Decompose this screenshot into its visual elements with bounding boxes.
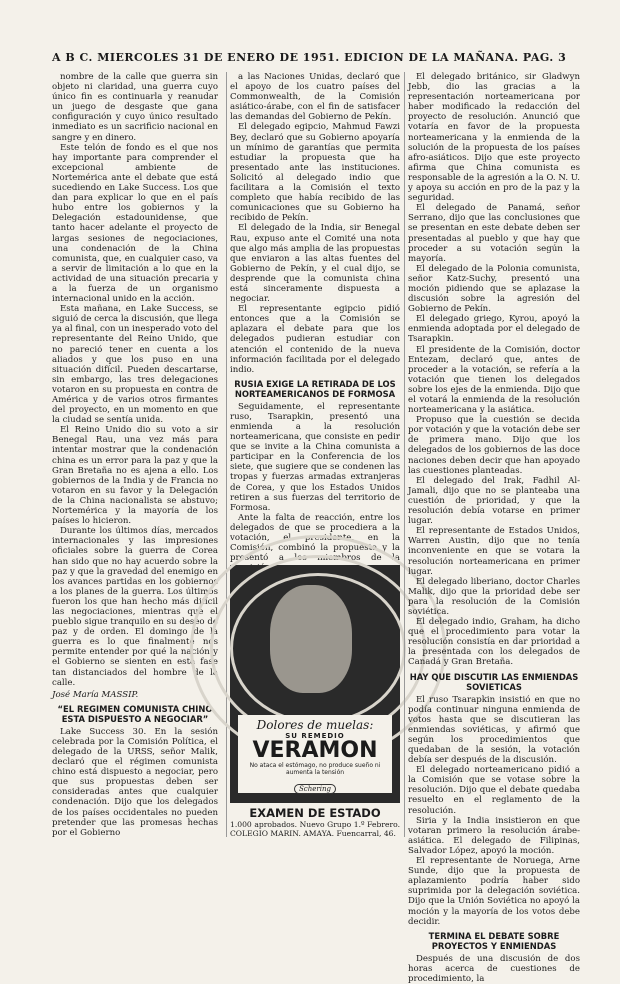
section-heading: HAY QUE DISCUTIR LAS ENMIENDAS SOVIETICAS bbox=[409, 671, 579, 692]
paragraph: El ruso Tsarapkin insistió en que no podía continuar ninguna enmienda de votos hasta que se discutieran las enmiendas soviéticas, y afirmó que según los procedimientos que quedaban de la sesión, la votación debía ser después de la discusión. bbox=[408, 694, 580, 766]
paragraph: El delegado británico, sir Gladwyn Jebb, dio las gracias a la representación norteamericana por haber modificado la redacción del proyecto de resolución. Anunció que votaría en favor de la propuesta norteamericana y la enmienda de la solución de la propuesta de los países afro-asiáticos. Dijo que este proyecto afirma que China comunista es responsable de la agresión a la O. N. U. y apoya su acción en pro de la paz y la seguridad. bbox=[408, 72, 580, 204]
column-rule bbox=[404, 72, 405, 837]
paragraph: El representante de Estados Unidos, Warren Austin, dijo que no tenía inconveniente en que se votara la resolución norteamericana en primer lugar. bbox=[408, 526, 580, 577]
paragraph: El presidente de la Comisión, doctor Entezam, declaró que, antes de proceder a la votación, se refería a la votación que tienen los delegados sobre los ejes de la enmienda. Dijo que el votará la enmienda de la resolución norteamericana y la asiática. bbox=[408, 344, 580, 416]
exam-text: 1.000 aprobados. Nuevo Grupo 1.º Febrero. COLEGIO MARIN. AMAYA. Fuencarral, 46. bbox=[230, 820, 400, 838]
column-3 bbox=[408, 72, 580, 984]
paragraph: Lake Success 30. En la sesión celebrada por la Comisión Política, el delegado de la URSS, señor Malik, declaró que el régimen comunista chino está dispuesto a negociar, pero que sus propuestas deben ser consideradas antes que cualquier condenación. Dijo que los delegados de los países occidentales no pueden pretender que las promesas hechas por el Gobierno bbox=[52, 726, 218, 838]
paragraph: El representante de Noruega, Arne Sunde, dijo que la propuesta de aplazamiento podría haber sido suprimida por la delegación soviética. Dijo que la Unión Soviética no apoyó la moción y la mayoría de los votos debe decidir. bbox=[408, 856, 580, 927]
paragraph: El Reino Unido dio su voto a sir Benegal Rau, una vez más para intentar mostrar que la condenación china es un error para la paz y que la Gran Bretaña no es ajena a ello. Los gobiernos de la India y de Francia no votaron en su favor y la Delegación de la China nacionalista se abstuvo; Nortemérica y la mayoría de los países lo hicieron. bbox=[52, 425, 218, 527]
paragraph: El delegado egipcio, Mahmud Fawzi Bey, declaró que su Gobierno apoyaría un mínimo de garantías que permita estudiar la propuesta que ha presentado ante las instituciones. Solicitó al delegado indio que facilitara a la Comisión el texto completo que había recibido de las comunicaciones que su Gobierno ha recibido de Pekín. bbox=[230, 122, 400, 224]
paragraph: nombre de la calle que guerra sin objeto ni claridad, una guerra cuyo único fin es continuarla y reanudar un juego de desgaste que gana configuración y cuyo único resultado inmediato es un sacrificio nacional en sangre y en dinero. bbox=[52, 72, 218, 143]
section-heading: RUSIA EXIGE LA RETIRADA DE LOS NORTEAMERICANOS DE FORMOSA bbox=[234, 378, 396, 399]
paragraph: Seguidamente, el representante ruso, Tsarapkin, presentó una enmienda a la resolución norteamericana, que consiste en pedir que se invite a la China comunista a participar en la Conferencia de los siete, que sugiere que se condenen las tropas y fuerzas armadas extranjeras de Corea, y que los Estados Unidos retiren a sus fuerzas del territorio de Formosa. bbox=[230, 401, 400, 513]
masthead: A B C. MIERCOLES 31 DE ENERO DE 1951. EDICION DE LA MAÑANA. PAG. 3 bbox=[52, 51, 567, 64]
paragraph: El delegado de Panamá, señor Serrano, dijo que las conclusiones que se presentan en este debate deben ser presentadas al pueblo y que hay que proceder a su votación según la mayoría. bbox=[408, 203, 580, 264]
paragraph: Siria y la India insistieron en que votaran primero la resolución árabe-asiática. El delegado de Filipinas, Salvador López, apoyó la moción. bbox=[408, 815, 580, 856]
paragraph: Después de una discusión de dos horas acerca de cuestiones de procedimiento, la bbox=[408, 953, 580, 984]
author-signature: José María MASSIP. bbox=[52, 689, 139, 700]
ad-banner bbox=[238, 715, 392, 793]
paragraph: Durante los últimos días, mercados internacionales y las impresiones oficiales sobre la guerra de Corea han sido que no hay acuerdo sobre la paz y que la gravedad del enemigo en los avances partidas en los gobiernos a los planes de la guerra. Los últimos fueron los que han hecho más difícil las negociaciones, mientras que el pueblo sigue tranquilo en su deseo de paz y de orden. El domingo de la guerra es lo que finalmente nos permite entender por qué la nación y el Gobierno se sienten en esta fase tan distanciados del hombre de la calle. bbox=[52, 526, 218, 688]
paragraph: El delegado del Irak, Fadhil Al-Jamali, dijo que no se planteaba una cuestión de prioridad, y que la resolución debía votarse en primer lugar. bbox=[408, 475, 580, 527]
ad-subtitle: SU REMEDIO bbox=[285, 732, 345, 740]
veramon-advertisement bbox=[230, 565, 400, 803]
paragraph: Este telón de fondo es el que nos hay importante para comprender el excepcional ambiente de Nortemérica ante el debate que está sucediendo en Lake Success. Los que dan para explicar lo que en el país hubo entre los gobiernos y la Delegación estadounidense, que tanto hacer adelante el proyecto de largas sesiones de negociaciones, una condenación de la China comunista, que, en cualquier caso, va a servir de limitación a lo que en la actividad de una situación precaria y a la fuerza de un organismo internacional unido en la acción. bbox=[52, 142, 218, 305]
paragraph: El delegado norteamericano pidió a la Comisión que se votase sobre la resolución. Dijo que el debate quedaba resuelto en el reglamento de la resolución. bbox=[408, 765, 580, 816]
section-heading: “EL REGIMEN COMUNISTA CHINO ESTA DISPUESTO A NEGOCIAR” bbox=[57, 703, 213, 724]
paragraph: El delegado de la India, sir Benegal Rau, expuso ante el Comité una nota que algo más amplia de las propuestas que enviaron a las altas fuentes del Gobierno de Pekín, y el cual dijo, se desprende que la comunista china está sinceramente dispuesta a negociar. bbox=[230, 223, 400, 305]
paragraph: El delegado de la Polonia comunista, señor Katz-Suchy, presentó una moción pidiendo que se aplazase la discusión sobre la agresión del Gobierno de Pekín. bbox=[408, 263, 580, 315]
column-1 bbox=[52, 72, 218, 838]
paragraph: a las Naciones Unidas, declaró que el apoyo de los cuatro países del Commonwealth, de la Comisión asiático-árabe, con el fin de satisfacer las demandas del Gobierno de Pekín. bbox=[230, 72, 400, 123]
ad-claim: No ataca el estómago, no produce sueño ni aumenta la tensión bbox=[249, 762, 381, 776]
section-heading: TERMINA EL DEBATE SOBRE PROYECTOS Y ENMIENDAS bbox=[428, 930, 560, 951]
paragraph: Esta mañana, en Lake Success, se siguió de cerca la discusión, que llega ya al final, con un inesperado voto del representante del Reino Unido, que no pareció tener en cuenta a los aliados y que los puso en una situación difícil. Pueden descartarse, sin embargo, las tres delegaciones votaron en su propuesta en contra de América y de varios otros firmantes del proyecto, en un momento en que la ciudad se sentía unida. bbox=[52, 304, 218, 426]
paragraph: Propuso que la cuestión se decida por votación y que la votación debe ser de primera mano. Dijo que los delegados de los gobiernos de las doce naciones deben decir que han apoyado las cuestiones planteadas. bbox=[408, 415, 580, 476]
ad-brand: VERAMON bbox=[252, 738, 378, 763]
column-2 bbox=[230, 72, 400, 562]
paragraph: El delegado griego, Kyrou, apoyó la enmienda adoptada por el delegado de Tsarapkin. bbox=[408, 314, 580, 345]
exam-notice bbox=[230, 806, 400, 839]
paragraph: El delegado liberiano, doctor Charles Malik, dijo que la prioridad debe ser para la resolución de la Comisión soviética. bbox=[408, 576, 580, 617]
ad-tagline: Dolores de muelas: bbox=[256, 718, 374, 732]
exam-title: EXAMEN DE ESTADO bbox=[249, 806, 381, 820]
ad-maker-logo: Schering bbox=[294, 784, 336, 794]
paragraph: Ante la falta de reacción, entre los delegados de que se procediera a la votación, el presidente, en la Comisión, combinó la propuesta y la presentó a los miembros de la bbox=[230, 512, 400, 564]
bandaged-head-illustration bbox=[270, 585, 352, 693]
paragraph: El delegado indio, Graham, ha dicho que el procedimiento para votar la resolución consistía en dar prioridad a la presentada con los delegados de Canadá y Gran Bretaña. bbox=[408, 617, 580, 668]
paragraph: El representante egipcio pidió entonces que a la Comisión se aplazara el debate para que los delegados pudieran estudiar con atención el contenido de la nueva información facilitada por el delegado indio. bbox=[230, 304, 400, 375]
